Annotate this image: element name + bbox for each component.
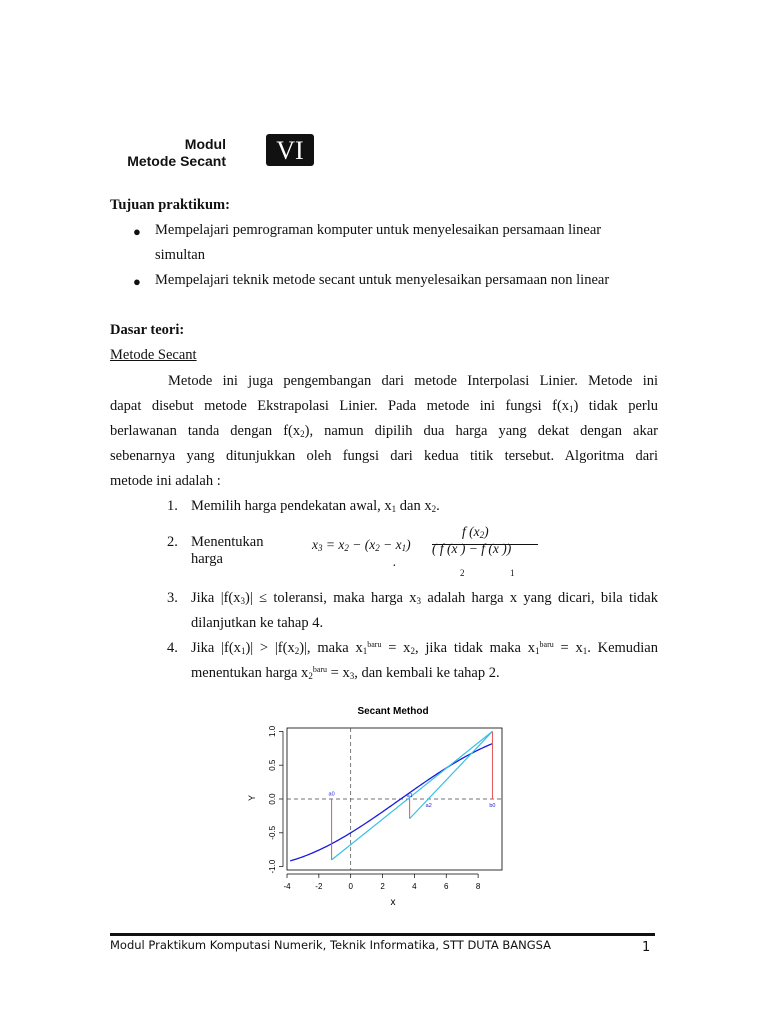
x-tick-label: 6 [444, 882, 449, 891]
formula-denominator: ( f (x ) − f (x )) [432, 541, 512, 556]
para-line-3: berlawanan tanda dengan $f(x_2)$, namun dipilih dua harga yang dekat dengan akar [110, 423, 658, 439]
bullet-icon: ● [133, 274, 141, 289]
page-number: 1 [642, 940, 651, 955]
footer-divider [110, 933, 655, 936]
bullet-icon: ● [133, 224, 141, 239]
y-tick-label: 1.0 [268, 725, 277, 737]
point-label: a2 [425, 803, 432, 810]
y-axis-label: Y [247, 794, 257, 802]
step-1-number: 1. [167, 498, 178, 514]
secant-method-chart [240, 700, 520, 915]
dasar-heading: Dasar teori: [110, 322, 185, 338]
step-4-number: 4. [167, 640, 178, 656]
formula-numerator: f $(x_2)$ [462, 524, 489, 540]
x-tick-label: 2 [380, 882, 385, 891]
dasar-subheading: Metode Secant [110, 347, 197, 363]
module-title-line1: Modul [184, 136, 226, 152]
formula-dot: . [393, 554, 397, 569]
secant-formula: $x_3 = x_2 - (x_2 - x_1)$ [312, 537, 411, 553]
y-tick-label: -0.5 [268, 825, 277, 840]
module-title-line2: Metode Secant [127, 153, 226, 169]
x-axis-label: x [390, 897, 396, 908]
x-tick-label: -4 [283, 882, 291, 891]
step-2-text: Menentukan harga [191, 534, 264, 567]
chart-title: Secant Method [357, 706, 429, 717]
footer-text: Modul Praktikum Komputasi Numerik, Teknik Informatika, STT DUTA BANGSA [110, 938, 552, 952]
para-line-5: metode ini adalah : [110, 473, 221, 489]
y-tick-label: 0.5 [268, 759, 277, 771]
x-tick-label: -2 [315, 882, 323, 891]
para-line-4: sebenarnya yang ditunjukkan oleh fungsi dari kedua titik tersebut. Algoritma dari [110, 448, 658, 464]
tujuan-bullet-1 [155, 218, 655, 268]
chapter-badge: VI [266, 134, 314, 166]
tujuan-heading: Tujuan praktikum: [110, 197, 230, 213]
x-tick-label: 8 [475, 882, 481, 891]
formula-subscript-1: 1 [510, 568, 515, 578]
point-label: b0 [489, 803, 496, 810]
y-tick-label: -1.0 [268, 859, 277, 874]
tujuan-bullet-1-line2: simultan [155, 247, 205, 263]
plot-area [268, 725, 502, 891]
formula-subscript-2: 2 [460, 568, 465, 578]
step-2-number: 2. [167, 534, 178, 550]
tujuan-bullet-1-line1: Mempelajari pemrograman komputer untuk menyelesaikan persamaan linear [155, 222, 602, 238]
x-tick-label: 4 [412, 882, 417, 891]
step-3-text: Jika $|f(x_3)|$ ≤ toleransi, maka harga $x_3$ adalah harga x yang dicari, bila tidak dilanjutkan ke tahap 4. [191, 590, 658, 631]
function-curve [290, 744, 492, 861]
module-title [100, 136, 226, 170]
step-4-text: Jika $|f(x_1)| > |f(x_2)|$, maka $x_1^{baru} = x_2$, jika tidak maka $x_1^{baru} = x_1$. Kemudian menentukan harga $x_2^{baru} = x_3$, dan kembali ke tahap 2. [191, 640, 658, 681]
step-3-number: 3. [167, 590, 178, 606]
para-line-1: Metode ini juga pengembangan dari metode Interpolasi Linier. Metode ini [168, 373, 658, 389]
point-label: a0 [328, 791, 335, 798]
y-tick-label: 0.0 [268, 793, 277, 805]
secant-line [410, 731, 496, 818]
point-label: a1 [406, 792, 413, 799]
para-line-2: dapat disebut metode Ekstrapolasi Linier. Pada metode ini fungsi $f(x_1)$ tidak perlu [110, 398, 658, 414]
step-1-text: Memilih harga pendekatan awal, $x_1$ dan $x_2$. [191, 498, 440, 514]
tujuan-bullet-2: Mempelajari teknik metode secant untuk menyelesaikan persamaan non linear [155, 272, 610, 288]
x-tick-label: 0 [348, 882, 353, 891]
dasar-paragraph [110, 369, 658, 494]
